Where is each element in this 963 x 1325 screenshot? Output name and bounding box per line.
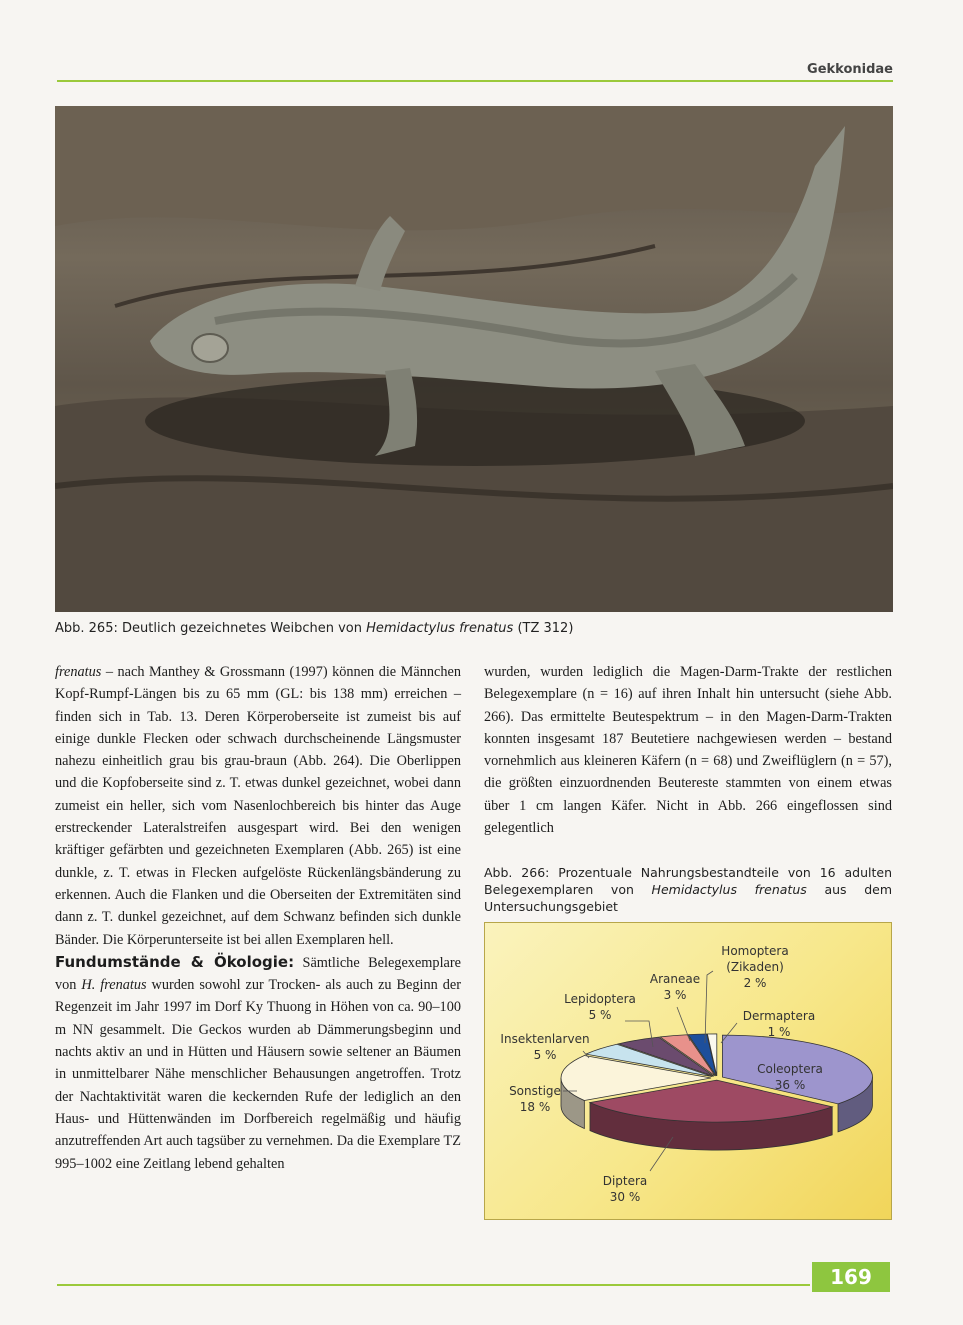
pie-value-insektenlarven: 5 % [533,1048,557,1062]
body-paragraph: Fundumstände & Ökologie: Sämtliche Belegexemplare von H. frenatus wurden sowohl zur Trocken- als auch zu Beginn der Regenzeit im Jahr 1997 im Dorf Ky Thuong in Höhen von ca. 90–100 m NN gesammelt. Die Geckos wurden ab Dämmerungsbeginn und nachts aktiv an und in Hütten und Häusern sowie seltener an Bäumen in unmittelbarer Nähe menschlicher Behausungen angetroffen. Trotz der Nachtaktivität waren die keckernden Rufe der lediglich an den Haus- und Hüttenwänden im Dorfbereich regelmäßig und häufig anzutreffenden Art auch tagsüber zu vernehmen. Da die Exemplare TZ 995–1002 eine Zeitlang lebend gehalten [55,952,461,1172]
pie-label-insektenlarven: Insektenlarven [500,1032,590,1046]
caption-species-name: Hemidactylus frenatus [651,882,807,897]
running-header-section: Gekkonidae [807,62,893,77]
gecko-eye [192,334,228,362]
pie-label-araneae: Araneae [649,972,701,986]
section-heading: Fundumstände & Ökologie: [55,952,295,971]
pie-label-coleoptera: Coleoptera [757,1062,823,1076]
species-name: H. frenatus [81,977,147,994]
body-paragraph: wurden, wurden lediglich die Magen-Darm-Trakte der restlichen Belegexemplare (n = 16) auf ihren Inhalt hin untersucht (siehe Abb. 266). Das ermittelte Beutespektrum – in den Magen-Darm-Trakten konnten insgesamt 187 Beutetiere nachgewiesen werden – bestand vornehmlich aus kleineren Käfern (n = 68) und Zweiflüglern (n = 57), die größten einzuordnenden Beutereste stammten von einem etwas über 1 cm langen Käfer. Nicht in Abb. 266 eingeflossen sind gelegentlich [484,664,892,837]
pie-value-coleoptera: 36 % [774,1078,806,1092]
gecko-photo [55,106,893,612]
bark-upper [55,106,893,230]
pie-sublabel: (Zikaden) [726,960,784,974]
figure-266-caption: Abb. 266: Prozentuale Nahrungsbestandteile von 16 adulten Belegexemplaren von Hemidactylus frenatus aus dem Untersuchungsgebiet [484,865,892,914]
pie-value-sonstige: 18 % [519,1100,551,1114]
pie-value-dermaptera: 1 % [767,1025,791,1039]
pie-value-araneae: 3 % [663,988,687,1002]
pie-leader-line [705,971,713,1043]
figure-265-caption: Abb. 265: Deutlich gezeichnetes Weibchen von Hemidactylus frenatus (TZ 312) [55,621,574,636]
pie-label-diptera: Diptera [602,1174,648,1188]
body-paragraph: frenatus – nach Manthey & Grossmann (1997) können die Männchen Kopf-Rumpf-Längen bis zu 65 mm (GL: bis 138 mm) erreichen – finden sich in Tab. 13. Deren Körperoberseite ist zumeist bis auf einige dunkle Flecken oder schwach durchscheinende Längsmuster nahezu einheitlich grau bis grau-braun (Abb. 264). Die Oberlippen und die Kopfoberseite sind z. T. etwas dunkel gezeichnet, wobei dann zumeist ein heller, sich vom Nasenlochbereich bis hinter das Auge erstreckender Lateralstreifen ausgespart wird. Bei den wenigen kräftiger gefärbten und gezeichneten Exemplaren (Abb. 265) ist eine dunkle, z. T. etwas in Flecken aufgelöste Rückenlängsbänderung zu erkennen. Auch die Flanken und die Oberseiten der Extremitäten sind dann z. T. dunkel gezeichnet, auf dem Schwanz befinden sich dunkle Bänder. Die Körperunterseite ist bei allen Exemplaren hell. [55,664,461,948]
footer-rule [57,1284,810,1286]
header-rule [57,80,893,82]
pie-label-sonstige: Sonstige [509,1084,561,1098]
caption-species-name: Hemidactylus frenatus [366,621,514,636]
diet-pie-chart [484,922,892,1220]
pie-value-diptera: 30 % [609,1190,641,1204]
diet-pie-svg [485,923,891,1219]
pie-label-dermaptera: Dermaptera [742,1009,816,1023]
species-name: frenatus [55,664,102,680]
left-text-column [55,661,461,1175]
pie-label-lepidoptera: Lepidoptera [564,992,636,1006]
pie-value-homoptera: 2 % [743,976,767,990]
gecko-photo-illustration [55,106,893,612]
pie-label-homoptera: Homoptera [721,944,789,958]
right-text-column [484,661,892,839]
pie-value-lepidoptera: 5 % [588,1008,612,1022]
page-number: 169 [812,1262,890,1292]
